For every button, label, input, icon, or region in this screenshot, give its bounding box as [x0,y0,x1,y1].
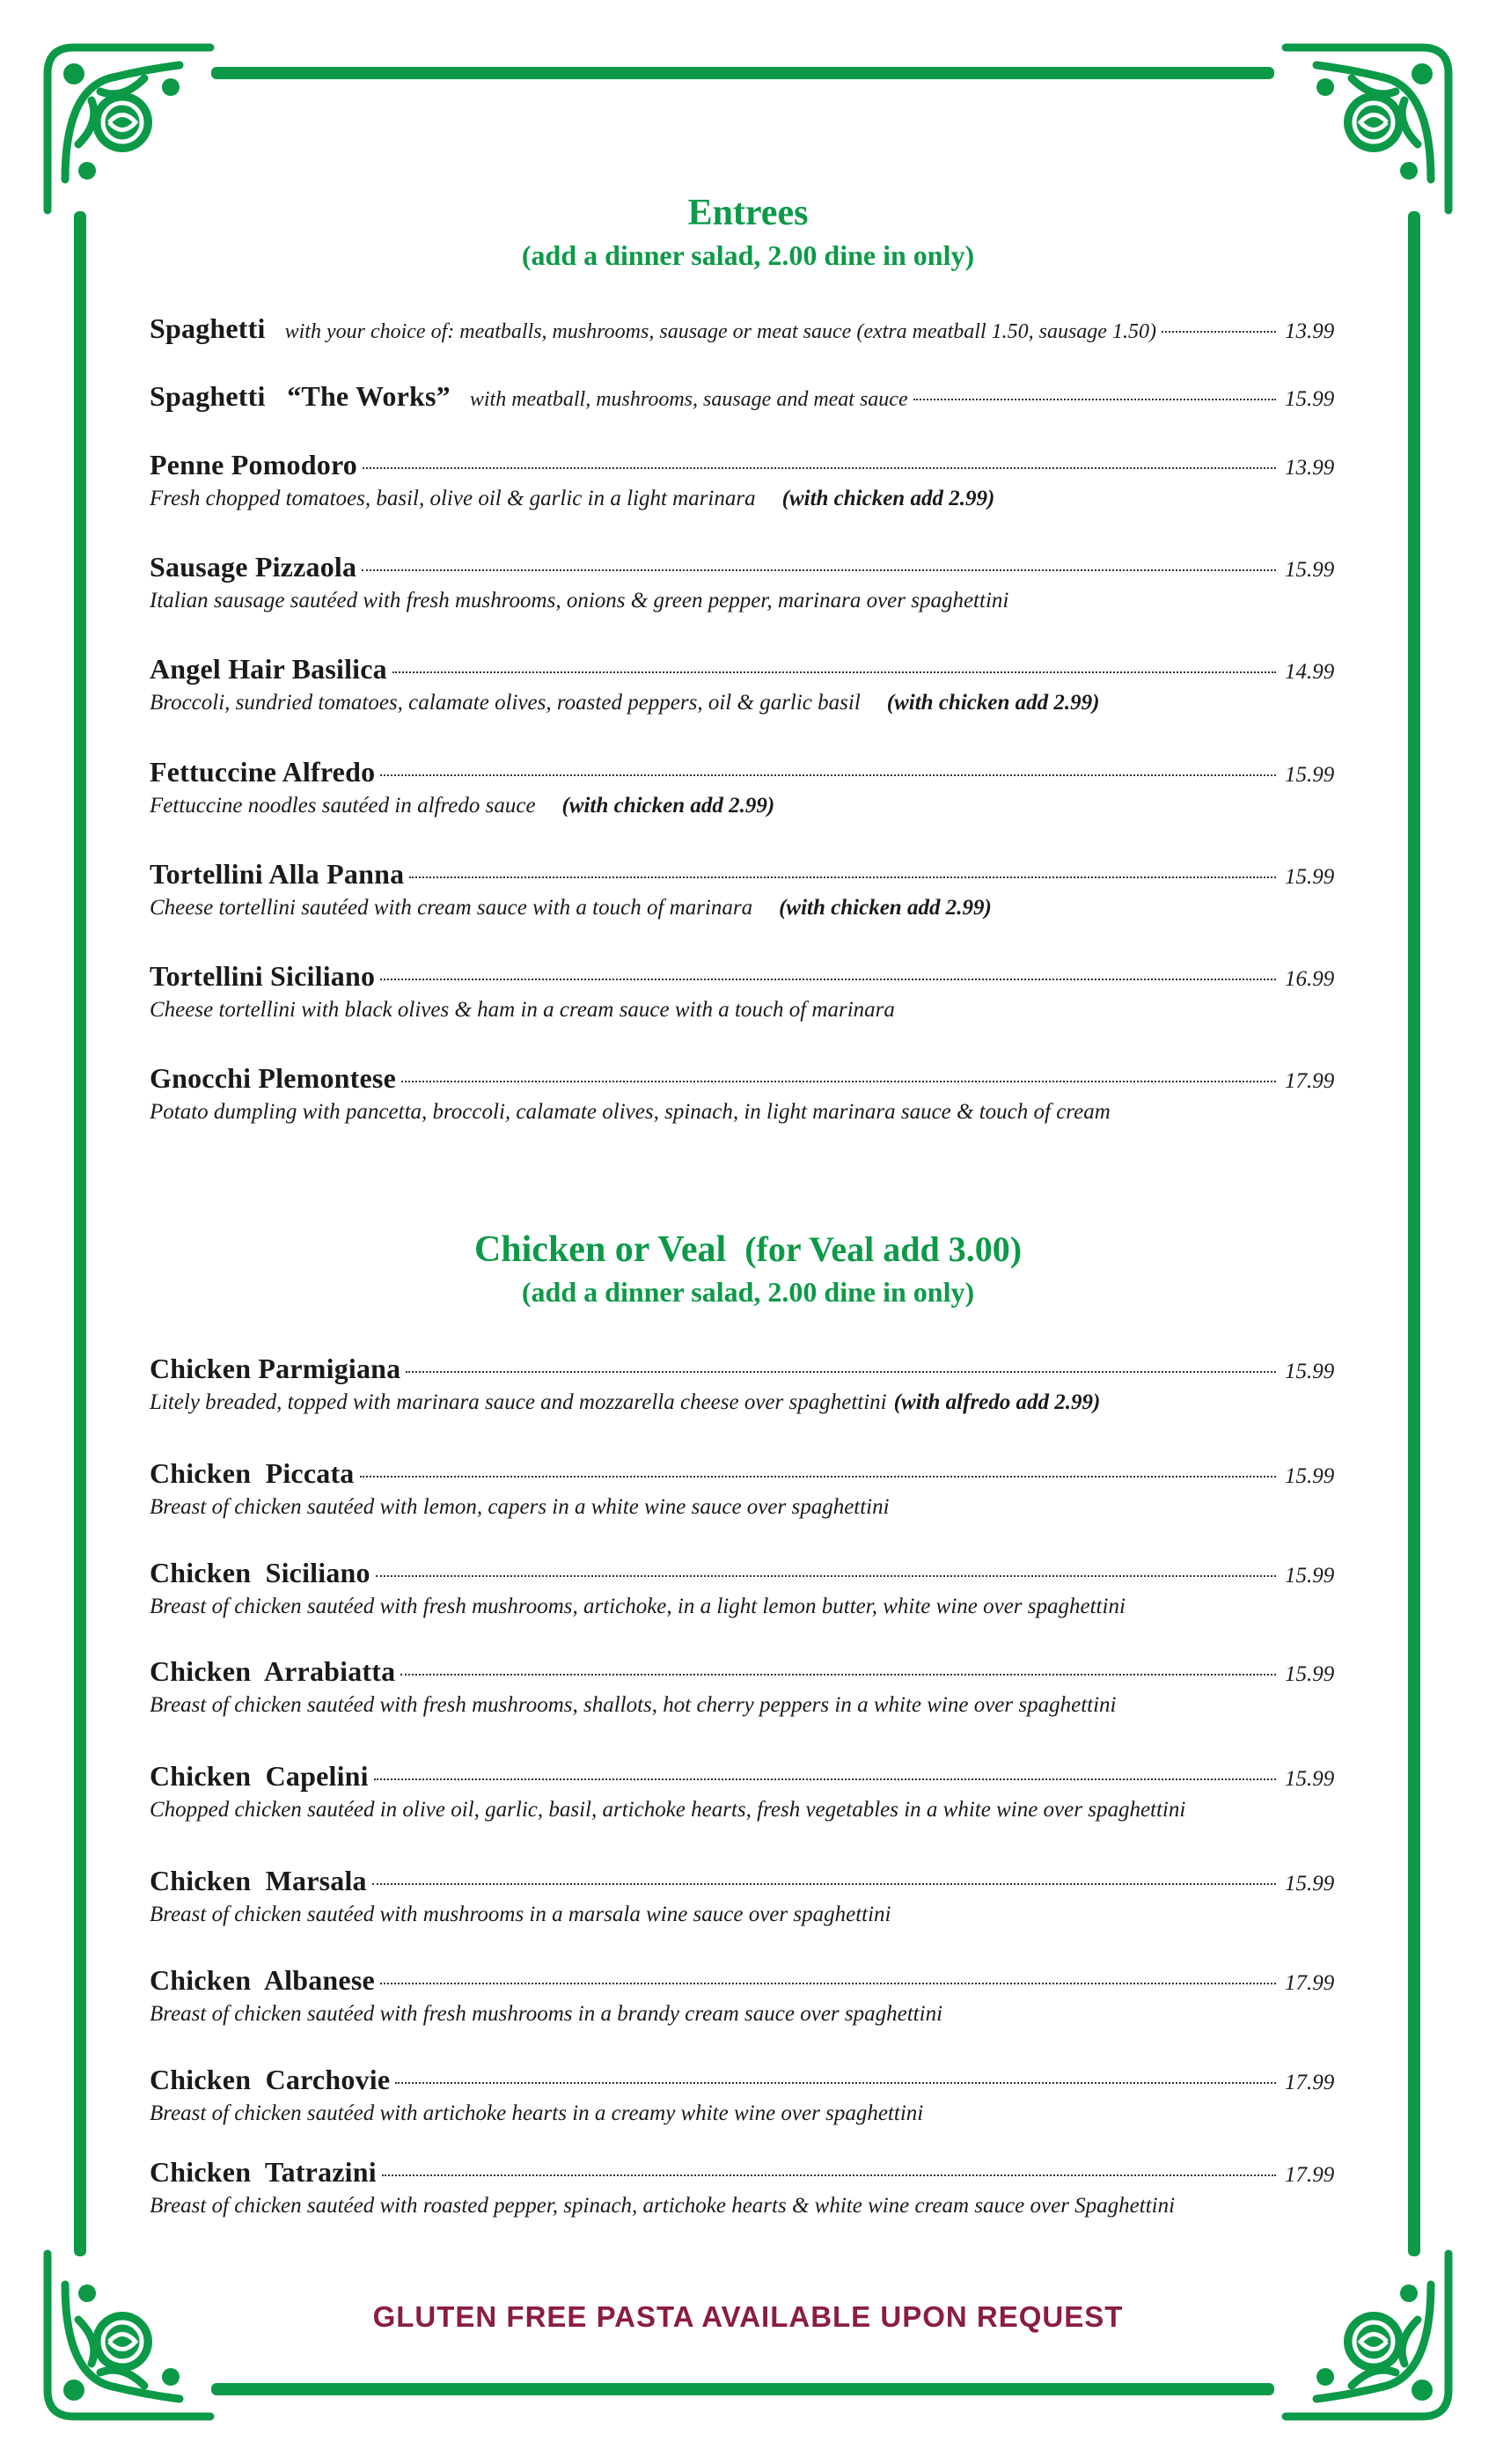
item-price: 13.99 [1285,319,1335,343]
item-name: Chicken Tatrazini [150,2156,377,2188]
dot-leader [409,876,1276,878]
gluten-free-notice: GLUTEN FREE PASTA AVAILABLE UPON REQUEST [372,2300,1124,2333]
dot-leader [1162,331,1276,333]
dot-leader [406,1371,1276,1373]
menu-item-gnocchi-plemontese [150,1062,1346,1125]
item-price: 17.99 [1285,1069,1335,1093]
item-price: 17.99 [1285,1971,1335,1995]
dot-leader [380,1983,1276,1984]
item-name: Chicken Albanese [150,1964,375,1996]
dot-leader [401,1081,1276,1082]
entrees-title: Entrees [687,193,809,233]
item-name: Chicken Capelini [150,1760,369,1792]
item-description: Breast of chicken sautéed with lemon, capers in a white wine sauce over spaghettini [150,1495,890,1519]
menu-item-tortellini-alla-panna [150,858,1346,920]
item-price: 17.99 [1285,2071,1335,2094]
item-name: Chicken Carchovie [150,2064,391,2095]
item-description: Broccoli, sundried tomatoes, calamate olives, roasted peppers, oil & garlic basil [150,691,861,715]
item-description: Potato dumpling with pancetta, broccoli, calamate olives, spinach, in light marinara sauce & touch of cream [150,1100,1111,1124]
dot-leader [380,979,1276,980]
item-description: Chopped chicken sautéed in olive oil, garlic, basil, artichoke hearts, fresh vegetables in a white wine over spaghettini [150,1798,1186,1822]
menu-item-angel-hair-basilica [150,653,1346,715]
dot-leader [400,1674,1276,1676]
menu-item-tortellini-siciliano [150,960,1346,1023]
chicken-veal-subtitle: (add a dinner salad, 2.00 dine in only) [521,1276,975,1308]
item-description: Italian sausage sautéed with fresh mushrooms, onions & green pepper, marinara over spaghettini [150,589,1009,612]
menu-item-chicken-albanese [150,1964,1346,2027]
item-addon: (with chicken add 2.99) [781,487,995,510]
menu-item-chicken-marsala [150,1865,1346,1927]
item-description: with your choice of: meatballs, mushrooms, sausage or meat sauce (extra meatball 1.50, sausage 1.50) [284,320,1156,343]
border-bottom [211,2383,1274,2395]
menu-item-spaghetti [150,312,1346,345]
menu-item-spaghetti-the-works [150,380,1346,413]
corner-ornament-icon [1281,39,1457,215]
dot-leader [380,774,1276,776]
item-name: Sausage Pizzaola [150,551,357,583]
item-description: Fettuccine noodles sautéed in alfredo sauce [150,794,536,818]
border-top [211,67,1274,79]
item-description: Breast of chicken sautéed with mushrooms in a marsala wine sauce over spaghettini [150,1903,891,1926]
item-description: Breast of chicken sautéed with fresh mushrooms in a brandy cream sauce over spaghettini [150,2002,943,2026]
item-addon: (with chicken add 2.99) [886,691,1100,715]
item-price: 15.99 [1285,387,1335,411]
menu-item-chicken-carchovie [150,2064,1346,2126]
menu-item-chicken-arrabiatta [150,1655,1346,1718]
dot-leader [392,671,1276,673]
item-description: Litely breaded, topped with marinara sauce and mozzarella cheese over spaghettini [150,1390,887,1414]
menu-item-sausage-pizzaola [150,551,1346,613]
dot-leader [363,467,1276,469]
menu-item-penne-pomodoro [150,449,1346,511]
item-name: Penne Pomodoro [150,449,357,480]
item-name: Tortellini Alla Panna [150,858,405,890]
veal-surcharge-note: (for Veal add 3.00) [744,1229,1023,1269]
item-price: 15.99 [1285,763,1335,787]
item-description: Fresh chopped tomatoes, basil, olive oil & garlic in a light marinara [150,487,756,510]
dot-leader [372,1883,1276,1885]
item-price: 15.99 [1285,1464,1335,1488]
item-price: 16.99 [1285,967,1335,991]
dot-leader [362,569,1276,571]
item-addon: (with chicken add 2.99) [779,896,992,920]
dot-leader [376,1575,1276,1577]
item-name: Chicken Arrabiatta [150,1655,396,1687]
dot-leader [360,1476,1277,1478]
corner-ornament-icon [39,39,215,215]
item-name: Spaghetti [150,312,266,344]
item-price: 15.99 [1285,1360,1335,1383]
item-name: Chicken Parmigiana [150,1353,401,1384]
item-name: Tortellini Siciliano [150,960,376,992]
section-title-text: Chicken or Veal [473,1229,727,1270]
entrees-subtitle: (add a dinner salad, 2.00 dine in only) [521,239,975,271]
corner-ornament-icon [39,2249,215,2425]
item-description: Breast of chicken sautéed with fresh mushrooms, artichoke, in a light lemon butter, white wine over spaghettini [150,1595,1126,1618]
item-name: Chicken Siciliano [150,1557,370,1588]
dot-leader [382,2174,1276,2176]
menu-item-chicken-tatrazini [150,2156,1346,2218]
item-description: with meatball, mushrooms, sausage and meat sauce [469,388,908,411]
menu-item-chicken-parmigiana [150,1353,1346,1415]
dot-leader [374,1778,1276,1780]
menu-item-chicken-siciliano [150,1557,1346,1619]
item-name: Angel Hair Basilica [150,653,387,685]
dot-leader [395,2082,1276,2084]
menu-item-fettuccine-alfredo [150,756,1346,818]
corner-ornament-icon [1281,2249,1457,2425]
item-addon: (with chicken add 2.99) [561,794,775,818]
item-price: 15.99 [1285,1767,1335,1791]
item-price: 15.99 [1285,558,1335,582]
item-price: 15.99 [1285,865,1335,889]
item-price: 15.99 [1285,1564,1335,1588]
item-name: Spaghetti “The Works” [150,380,451,412]
item-description: Cheese tortellini sautéed with cream sauce with a touch of marinara [150,896,753,920]
item-description: Cheese tortellini with black olives & ham in a cream sauce with a touch of marinara [150,998,895,1022]
dot-leader [913,399,1276,400]
item-price: 17.99 [1285,2163,1335,2187]
item-name: Chicken Marsala [150,1865,367,1896]
item-description: Breast of chicken sautéed with roasted pepper, spinach, artichoke hearts & white wine cream sauce over Spaghettini [150,2194,1176,2218]
item-name: Chicken Piccata [150,1457,355,1489]
item-price: 15.99 [1285,1662,1335,1686]
item-price: 14.99 [1285,660,1335,684]
menu-item-chicken-capelini [150,1760,1346,1822]
chicken-veal-title [0,1228,1496,1271]
item-name: Fettuccine Alfredo [150,756,376,788]
item-addon: (with alfredo add 2.99) [893,1390,1101,1414]
item-description: Breast of chicken sautéed with artichoke hearts in a creamy white wine over spaghettini [150,2101,924,2125]
item-description: Breast of chicken sautéed with fresh mushrooms, shallots, hot cherry peppers in a white wine over spaghettini [150,1693,1117,1717]
item-price: 15.99 [1285,1872,1335,1896]
item-name: Gnocchi Plemontese [150,1062,396,1094]
item-price: 13.99 [1285,456,1335,480]
menu-item-chicken-piccata [150,1457,1346,1520]
